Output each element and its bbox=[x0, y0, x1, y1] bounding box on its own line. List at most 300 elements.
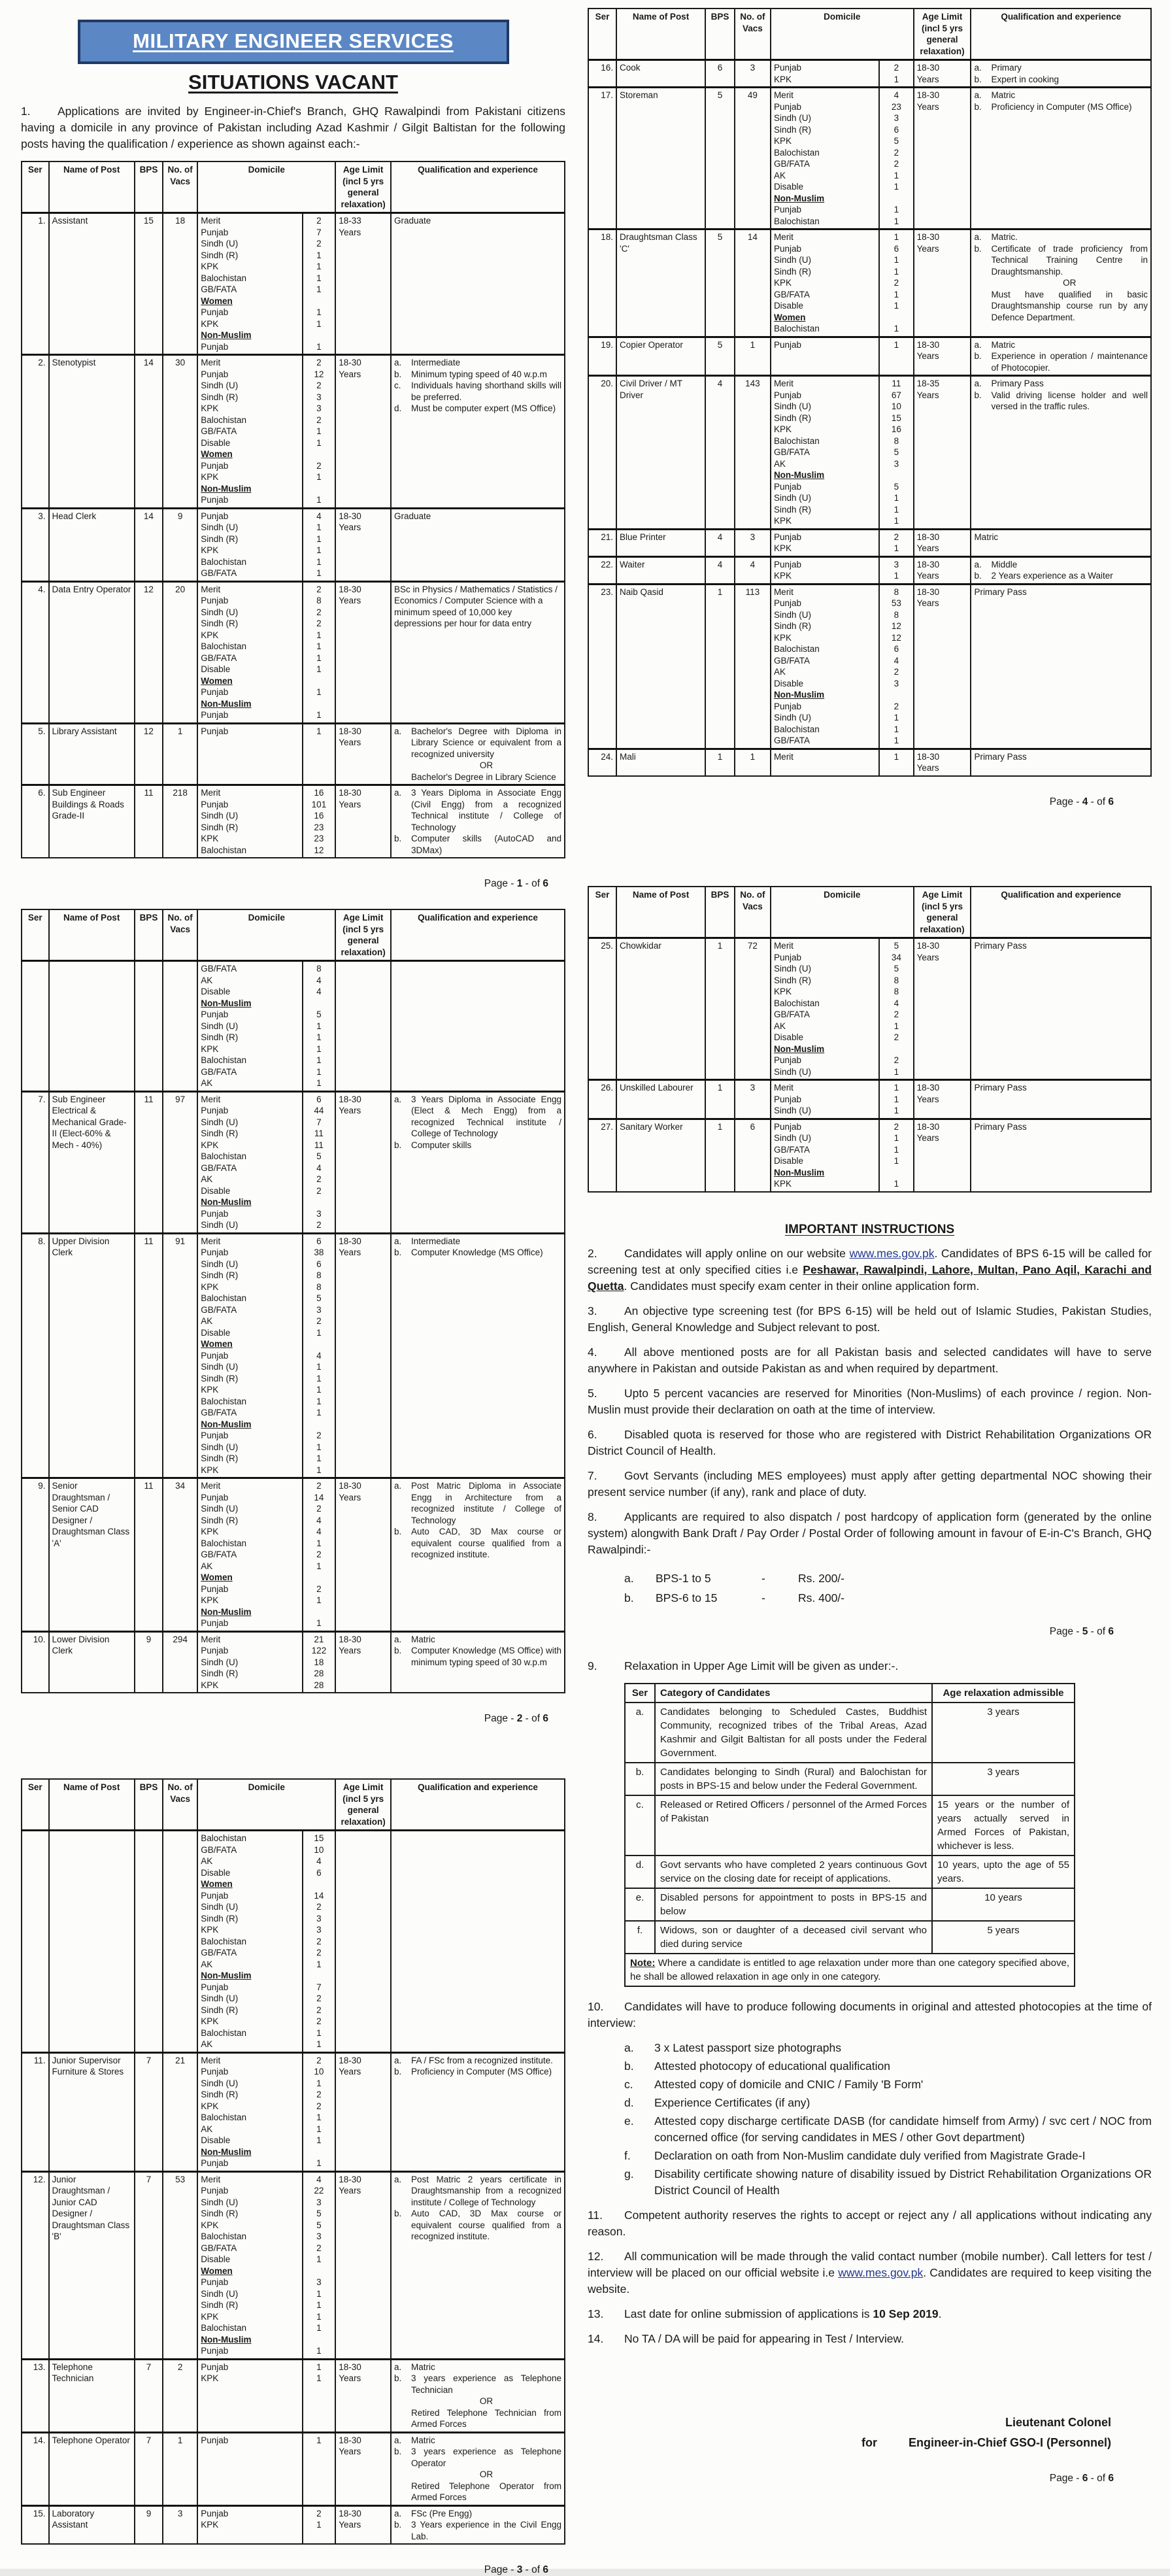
domicile-count: 5 bbox=[316, 2209, 322, 2218]
domicile-count: 3 bbox=[316, 403, 322, 413]
domicile-count: 1 bbox=[894, 713, 899, 722]
ser-cell: a. bbox=[625, 1703, 655, 1763]
qualification-item: Bachelor's Degree in Library Science bbox=[411, 771, 556, 782]
vacancies-cell: 14 bbox=[735, 229, 771, 337]
domicile-entry: KPK bbox=[201, 834, 219, 843]
vacancies-cell: 18 bbox=[163, 213, 197, 355]
domicile-entry: KPK bbox=[201, 2373, 219, 2383]
bps-cell: 14 bbox=[135, 508, 163, 581]
domicile-count: 3 bbox=[894, 458, 899, 469]
domicile-count: 44 bbox=[314, 1106, 324, 1115]
qualification-item: b. Expert in cooking bbox=[974, 74, 1059, 84]
domicile-counts-cell bbox=[879, 1080, 914, 1119]
domicile-count: 3 bbox=[316, 1208, 322, 1219]
table-row bbox=[588, 88, 1151, 229]
paragraph bbox=[588, 1468, 1152, 1500]
bps-cell: 11 bbox=[135, 1478, 163, 1632]
domicile-count: 2 bbox=[316, 1550, 322, 1559]
bps-header: BPS bbox=[705, 887, 735, 938]
domicile-count: 3 bbox=[894, 678, 899, 688]
quota-group-header: Non-Muslim bbox=[773, 1043, 825, 1054]
domicile-entry: Punjab bbox=[201, 1106, 229, 1115]
domicile-count: 10 bbox=[314, 2067, 324, 2076]
qualification-cell bbox=[391, 581, 565, 723]
domicile-count: 1 bbox=[894, 1144, 899, 1155]
text-segment: 5 bbox=[1082, 1625, 1088, 1637]
qualification-text: BSc in Physics / Mathematics / Statistics / Economics / Computer Science with a minimum speed of 10,000 key depressions per hour for data entry bbox=[394, 584, 558, 628]
domicile-count bbox=[306, 1878, 333, 1890]
domicile-count: 1 bbox=[316, 710, 322, 720]
qualification-item: a. FA / FSc from a recognized institute. bbox=[394, 2055, 553, 2065]
domicile-count: 1 bbox=[316, 1959, 322, 1969]
paragraph bbox=[588, 2248, 1152, 2297]
table-row bbox=[22, 2505, 565, 2544]
domicile-entry: Merit bbox=[773, 751, 794, 762]
domicile-entry: KPK bbox=[201, 2520, 219, 2530]
bps-cell: 11 bbox=[135, 1233, 163, 1478]
age-limit-header: Age Limit (incl 5 yrs general relaxation) bbox=[335, 161, 391, 213]
domicile-entry: Balochistan bbox=[201, 1396, 247, 1406]
table-row bbox=[588, 529, 1151, 556]
ser-cell: 26. bbox=[588, 1080, 616, 1119]
quota-group-header: Non-Muslim bbox=[773, 690, 825, 700]
domicile-count: 28 bbox=[314, 1680, 324, 1690]
website-link: www.mes.gov.pk bbox=[849, 1246, 935, 1260]
domicile-labels-cell bbox=[197, 2432, 302, 2505]
domicile-entry: Sindh (R) bbox=[201, 534, 239, 544]
domicile-count: 1 bbox=[316, 545, 322, 555]
domicile-count: 1 bbox=[894, 724, 899, 734]
domicile-count: 1 bbox=[894, 170, 899, 180]
domicile-entry: Punjab bbox=[773, 481, 801, 492]
paragraph-number: 11. bbox=[588, 2209, 603, 2222]
table-row bbox=[22, 2432, 565, 2505]
domicile-counts-cell bbox=[303, 2432, 336, 2505]
quota-group-header: Women bbox=[201, 1572, 233, 1582]
table-row bbox=[22, 355, 565, 509]
qualification-cell bbox=[971, 88, 1151, 229]
relaxation-cell: 10 years, upto the age of 55 years. bbox=[932, 1856, 1075, 1888]
relaxation-header: Age relaxation admissible bbox=[932, 1684, 1075, 1703]
domicile-count: 8 bbox=[894, 975, 899, 985]
post-name-cell: Telephone Technician bbox=[49, 2359, 135, 2432]
domicile-labels-cell bbox=[197, 2171, 302, 2359]
vacancies-cell: 30 bbox=[163, 355, 197, 509]
domicile-labels-cell bbox=[197, 2052, 302, 2171]
domicile-entry: Merit bbox=[773, 1083, 794, 1093]
domicile-count: 1 bbox=[316, 1373, 322, 1383]
domicile-entry: GB/FATA bbox=[201, 568, 237, 578]
text-segment: Page - bbox=[1049, 1625, 1082, 1637]
text-segment: 6 bbox=[1108, 2473, 1114, 2484]
domicile-count: 1 bbox=[316, 652, 322, 663]
domicile-count: 3 bbox=[316, 2231, 322, 2241]
age-limit-cell: 18-30 Years bbox=[335, 1233, 391, 1478]
domicile-count: 1 bbox=[316, 726, 322, 736]
qualification-cell bbox=[391, 355, 565, 509]
domicile-entry: Balochistan bbox=[201, 2323, 247, 2333]
bps-cell: 1 bbox=[705, 938, 735, 1080]
bps-cell: 9 bbox=[135, 2505, 163, 2544]
post-name-cell: Cook bbox=[616, 60, 705, 88]
domicile-entry: Balochistan bbox=[201, 2027, 247, 2038]
post-name-cell: Naib Qasid bbox=[616, 584, 705, 749]
domicile-entry: Sindh (R) bbox=[773, 504, 811, 515]
quota-group-header: Non-Muslim bbox=[201, 1606, 252, 1617]
domicile-entry: Disable bbox=[201, 987, 231, 996]
ser-cell: 9. bbox=[22, 1478, 49, 1632]
age-relaxation-table bbox=[624, 1683, 1075, 1987]
domicile-entry: GB/FATA bbox=[773, 655, 810, 666]
domicile-counts-cell bbox=[879, 556, 914, 584]
paragraph bbox=[588, 1658, 1152, 1674]
domicile-entry: GB/FATA bbox=[201, 964, 237, 974]
domicile-entry: Sindh (R) bbox=[201, 250, 239, 260]
domicile-entry: KPK bbox=[201, 2101, 219, 2111]
ser-header: Ser bbox=[22, 161, 49, 213]
domicile-entry: Sindh (R) bbox=[201, 1453, 239, 1463]
text-segment: Page - bbox=[484, 878, 517, 889]
page-1 bbox=[0, 0, 578, 902]
bps-cell: 1 bbox=[705, 749, 735, 776]
vacancy-table bbox=[21, 1778, 565, 2545]
domicile-count: 1 bbox=[894, 255, 899, 265]
domicile-entry: Sindh (R) bbox=[773, 124, 811, 135]
vacancies-cell: 97 bbox=[163, 1091, 197, 1233]
domicile-count: 4 bbox=[894, 90, 899, 100]
text-segment: Peshawar, Rawalpindi, Lahore, Multan, Pano Aqil, Karachi and Quetta bbox=[588, 1263, 1152, 1293]
qualification-cell bbox=[971, 556, 1151, 584]
domicile-count: 1 bbox=[894, 339, 899, 350]
qualification-item: Retired Telephone Operator from Armed Forces bbox=[411, 2481, 561, 2502]
quota-group-header: Women bbox=[201, 1339, 233, 1349]
domicile-count: 3 bbox=[316, 392, 322, 402]
domicile-counts-cell bbox=[303, 581, 336, 723]
post-header: Name of Post bbox=[616, 8, 705, 60]
domicile-count: 1 bbox=[316, 1396, 322, 1406]
domicile-entry: Punjab bbox=[201, 2158, 229, 2168]
domicile-entry: GB/FATA bbox=[201, 1948, 237, 1957]
domicile-labels-cell bbox=[771, 229, 879, 337]
age-limit-cell: 18-30 Years bbox=[914, 556, 971, 584]
qualification-item: b. 3 years experience as Telephone Technician bbox=[394, 2373, 561, 2395]
text-segment: - of bbox=[1088, 796, 1109, 807]
domicile-entry: Sindh (U) bbox=[773, 713, 811, 722]
domicile-entry: KPK bbox=[201, 2016, 219, 2026]
table-row bbox=[22, 1091, 565, 1233]
post-name-cell: Head Clerk bbox=[49, 508, 135, 581]
domicile-entry: Merit bbox=[773, 90, 794, 100]
qualification-cell bbox=[971, 749, 1151, 776]
domicile-entry: GB/FATA bbox=[773, 289, 810, 299]
domicile-count: 1 bbox=[894, 324, 899, 333]
ser-cell: 18. bbox=[588, 229, 616, 337]
domicile-entry: KPK bbox=[201, 630, 219, 640]
bps-cell: 7 bbox=[135, 2052, 163, 2171]
domicile-count: 3 bbox=[894, 113, 899, 123]
qualification-header: Qualification and experience bbox=[391, 161, 565, 213]
domicile-entry: Balochistan bbox=[201, 1833, 247, 1843]
domicile-entry: Sindh (U) bbox=[201, 1021, 239, 1031]
domicile-entry: Disable bbox=[201, 2135, 231, 2145]
paragraph bbox=[588, 1509, 1152, 1558]
domicile-entry: Sindh (R) bbox=[201, 1913, 239, 1924]
domicile-entry: Balochistan bbox=[201, 1936, 247, 1946]
table-row bbox=[22, 581, 565, 723]
table-row bbox=[625, 1856, 1075, 1888]
domicile-count: 1 bbox=[316, 2027, 322, 2038]
age-limit-cell: 18-30 Years bbox=[335, 2171, 391, 2359]
age-limit-cell: 18-30 Years bbox=[914, 1080, 971, 1119]
table-row bbox=[625, 1763, 1075, 1795]
domicile-count: 3 bbox=[316, 2197, 322, 2207]
ser-cell: f. bbox=[625, 1921, 655, 1954]
domicile-count: 1 bbox=[316, 1327, 322, 1338]
domicile-count bbox=[306, 698, 333, 710]
post-name-cell: Sanitary Worker bbox=[616, 1119, 705, 1192]
domicile-entry: Punjab bbox=[773, 63, 801, 73]
vacancies-cell: 20 bbox=[163, 581, 197, 723]
qualification-or: OR bbox=[479, 2469, 493, 2479]
post-header: Name of Post bbox=[49, 1779, 135, 1831]
domicile-entry: Punjab bbox=[201, 2362, 229, 2372]
text-segment: - of bbox=[1088, 1625, 1109, 1637]
quota-group-header: Non-Muslim bbox=[201, 2146, 252, 2157]
domicile-counts-cell bbox=[879, 938, 914, 1080]
paragraph-number: 5. bbox=[588, 1386, 597, 1400]
domicile-entry: KPK bbox=[773, 632, 792, 643]
domicile-header: Domicile bbox=[771, 887, 914, 938]
domicile-entry: KPK bbox=[773, 136, 792, 146]
ser-header: Ser bbox=[588, 8, 616, 60]
qualification-cell bbox=[391, 213, 565, 355]
paragraph-number: 8. bbox=[588, 1510, 597, 1523]
post-name-cell: Junior Draughtsman / Junior CAD Designer / Draughtsman Class 'B' bbox=[49, 2171, 135, 2359]
bps-cell: 5 bbox=[705, 337, 735, 376]
qualification-item: a. Matric bbox=[394, 1634, 435, 1644]
post-name-cell: Laboratory Assistant bbox=[49, 2505, 135, 2544]
age-limit-cell: 18-30 Years bbox=[335, 1631, 391, 1693]
domicile-entry: GB/FATA bbox=[773, 736, 810, 745]
domicile-count bbox=[882, 1167, 911, 1179]
qualification-item: b. 3 years experience as Telephone Operator bbox=[394, 2447, 561, 2468]
domicile-entry: Disable bbox=[201, 664, 231, 674]
domicile-entry: KPK bbox=[201, 545, 219, 555]
qualification-cell bbox=[391, 1631, 565, 1693]
fee-list bbox=[588, 1570, 1152, 1606]
domicile-counts-cell bbox=[879, 1119, 914, 1192]
quota-group-header: Women bbox=[201, 296, 233, 306]
quota-group-header: Non-Muslim bbox=[201, 1971, 252, 1980]
domicile-entry: Punjab bbox=[773, 339, 801, 350]
domicile-count: 2 bbox=[316, 358, 322, 367]
domicile-labels-cell bbox=[771, 749, 879, 776]
domicile-entry: Punjab bbox=[773, 1094, 801, 1104]
domicile-counts-cell bbox=[879, 88, 914, 229]
domicile-count: 12 bbox=[314, 845, 324, 855]
domicile-entry: Punjab bbox=[201, 307, 229, 317]
domicile-entry: Sindh (U) bbox=[201, 2197, 239, 2207]
domicile-labels-cell bbox=[197, 1091, 302, 1233]
domicile-entry: Merit bbox=[201, 358, 221, 367]
domicile-count bbox=[306, 1196, 333, 1208]
signatory-rank: Lieutenant Colonel bbox=[1005, 2416, 1111, 2429]
domicile-count: 1 bbox=[316, 2112, 322, 2122]
text-segment: Relaxation in Upper Age Limit will be given as under:-. bbox=[624, 1659, 899, 1672]
domicile-labels-cell bbox=[771, 584, 879, 749]
domicile-entry: Punjab bbox=[201, 1982, 229, 1992]
ser-cell: 19. bbox=[588, 337, 616, 376]
domicile-count: 1 bbox=[316, 2323, 322, 2333]
domicile-count: 5 bbox=[894, 941, 899, 951]
text-segment: Last date for online submission of applications is bbox=[624, 2307, 873, 2320]
domicile-count: 2 bbox=[316, 2101, 322, 2111]
domicile-count: 2 bbox=[316, 1504, 322, 1514]
instructions-heading: IMPORTANT INSTRUCTIONS bbox=[784, 1222, 955, 1236]
domicile-count: 1 bbox=[316, 2158, 322, 2168]
paragraph-number: 13. bbox=[588, 2307, 604, 2320]
qualification-cell bbox=[391, 1233, 565, 1478]
quota-group-header: Non-Muslim bbox=[201, 698, 252, 709]
domicile-entry: Sindh (U) bbox=[773, 255, 811, 265]
vacs-header: No. of Vacs bbox=[735, 8, 771, 60]
domicile-entry: GB/FATA bbox=[773, 1009, 810, 1019]
category-cell: Candidates belonging to Sindh (Rural) and Balochistan for posts in BPS-15 and below under the Federal Government. bbox=[655, 1763, 932, 1795]
post-name-cell: Telephone Operator bbox=[49, 2432, 135, 2505]
post-name-cell: Assistant bbox=[49, 213, 135, 355]
domicile-count: 22 bbox=[314, 2186, 324, 2195]
domicile-entry: GB/FATA bbox=[201, 1304, 237, 1315]
qualification-text: Matric bbox=[974, 532, 999, 542]
vacancies-cell bbox=[163, 961, 197, 1092]
domicile-counts-cell bbox=[303, 2505, 336, 2544]
domicile-count: 5 bbox=[316, 1293, 322, 1303]
domicile-count: 1 bbox=[316, 630, 322, 640]
bps-cell: 11 bbox=[135, 785, 163, 858]
vacs-header: No. of Vacs bbox=[735, 887, 771, 938]
paragraph bbox=[588, 1999, 1152, 2031]
domicile-count: 1 bbox=[316, 2039, 322, 2049]
ser-cell: 22. bbox=[588, 556, 616, 584]
domicile-entry: Punjab bbox=[201, 1247, 229, 1257]
domicile-entry: Punjab bbox=[201, 2435, 229, 2445]
table-row bbox=[22, 1631, 565, 1693]
age-limit-cell: 18-30 Years bbox=[335, 1478, 391, 1632]
post-name-cell: Chowkidar bbox=[616, 938, 705, 1080]
qualification-item: b. Computer skills bbox=[394, 1140, 472, 1150]
domicile-count: 8 bbox=[894, 435, 899, 446]
bps-header: BPS bbox=[705, 8, 735, 60]
text-segment: Govt Servants (including MES employees) must apply after getting departmental NOC showing their present service number (if any), rank and place of duty. bbox=[588, 1468, 1152, 1499]
domicile-entry: Disable bbox=[773, 678, 803, 688]
domicile-count: 4 bbox=[894, 998, 899, 1008]
text-segment: Page - bbox=[1049, 796, 1082, 807]
post-header: Name of Post bbox=[616, 887, 705, 938]
qualification-or: OR bbox=[479, 760, 493, 770]
text-segment: . bbox=[938, 2307, 942, 2320]
age-limit-cell: 18-30 Years bbox=[914, 938, 971, 1080]
domicile-count: 1 bbox=[894, 571, 899, 581]
domicile-entry: KPK bbox=[201, 1925, 219, 1935]
domicile-count: 3 bbox=[894, 559, 899, 569]
post-name-cell: Upper Division Clerk bbox=[49, 1233, 135, 1478]
domicile-count: 1 bbox=[894, 1083, 899, 1093]
quota-group-header: Non-Muslim bbox=[201, 1419, 252, 1429]
qualification-cell bbox=[391, 2432, 565, 2505]
domicile-count: 1 bbox=[316, 1453, 322, 1463]
domicile-count: 12 bbox=[891, 632, 901, 643]
vacancies-cell: 1 bbox=[163, 723, 197, 785]
table-row bbox=[588, 1080, 1151, 1119]
domicile-count bbox=[306, 1606, 333, 1618]
qualification-cell bbox=[391, 1478, 565, 1632]
qualification-cell bbox=[971, 60, 1151, 88]
qualification-item: Retired Telephone Technician from Armed Forces bbox=[411, 2407, 561, 2429]
domicile-count: 6 bbox=[316, 1094, 322, 1104]
domicile-entry: KPK bbox=[201, 318, 219, 329]
domicile-count: 3 bbox=[316, 1304, 322, 1315]
domicile-counts-cell bbox=[303, 508, 336, 581]
category-cell: Disabled persons for appointment to posts in BPS-15 and below bbox=[655, 1888, 932, 1921]
ser-cell: c. bbox=[625, 1795, 655, 1856]
domicile-entry: Sindh (U) bbox=[201, 1259, 239, 1269]
domicile-entry: AK bbox=[201, 2124, 213, 2134]
domicile-counts-cell bbox=[303, 1631, 336, 1693]
domicile-count: 1 bbox=[894, 216, 899, 226]
domicile-count: 2 bbox=[316, 1174, 322, 1184]
domicile-entry: Punjab bbox=[201, 1431, 229, 1440]
text-segment: 6 bbox=[543, 2564, 548, 2575]
domicile-count: 5 bbox=[316, 2220, 322, 2230]
domicile-entry: Punjab bbox=[773, 390, 801, 400]
quota-group-header: Non-Muslim bbox=[201, 330, 252, 340]
domicile-count: 11 bbox=[892, 379, 901, 388]
relaxation-cell: 5 years bbox=[932, 1921, 1075, 1954]
domicile-entry: Merit bbox=[201, 2174, 221, 2184]
domicile-count: 2 bbox=[316, 1993, 322, 2003]
domicile-count: 2 bbox=[316, 2243, 322, 2253]
domicile-count: 1 bbox=[316, 437, 322, 448]
domicile-labels-cell bbox=[197, 1631, 302, 1693]
domicile-entry: Sindh (R) bbox=[773, 621, 811, 631]
table-header-row bbox=[588, 887, 1151, 938]
domicile-count: 1 bbox=[894, 1106, 899, 1115]
domicile-entry: Merit bbox=[201, 1481, 221, 1491]
domicile-entry: Merit bbox=[201, 216, 221, 226]
domicile-entry: GB/FATA bbox=[201, 1844, 237, 1855]
domicile-header: Domicile bbox=[197, 161, 335, 213]
qualification-header: Qualification and experience bbox=[391, 909, 565, 961]
age-limit-cell: 18-30 Years bbox=[335, 2359, 391, 2432]
domicile-entry: Disable bbox=[773, 182, 803, 192]
text-segment: 2 bbox=[516, 1713, 523, 1724]
domicile-entry: Disable bbox=[201, 437, 231, 448]
domicile-count: 3 bbox=[316, 1913, 322, 1924]
vacancies-cell: 3 bbox=[735, 60, 771, 88]
page-6 bbox=[578, 1644, 1170, 2569]
age-limit-header: Age Limit (incl 5 yrs general relaxation) bbox=[335, 1779, 391, 1831]
qualification-text: Primary Pass bbox=[974, 751, 1027, 762]
domicile-count: 1 bbox=[316, 1078, 322, 1088]
domicile-entry: Sindh (R) bbox=[201, 822, 239, 832]
bps-cell: 1 bbox=[705, 1080, 735, 1119]
domicile-count: 5 bbox=[316, 1009, 322, 1019]
vacancies-cell: 6 bbox=[735, 1119, 771, 1192]
domicile-counts-cell bbox=[303, 355, 336, 509]
domicile-entry: Punjab bbox=[773, 701, 801, 711]
paragraph-number: 14. bbox=[588, 2332, 604, 2345]
bps-cell: 4 bbox=[705, 529, 735, 556]
